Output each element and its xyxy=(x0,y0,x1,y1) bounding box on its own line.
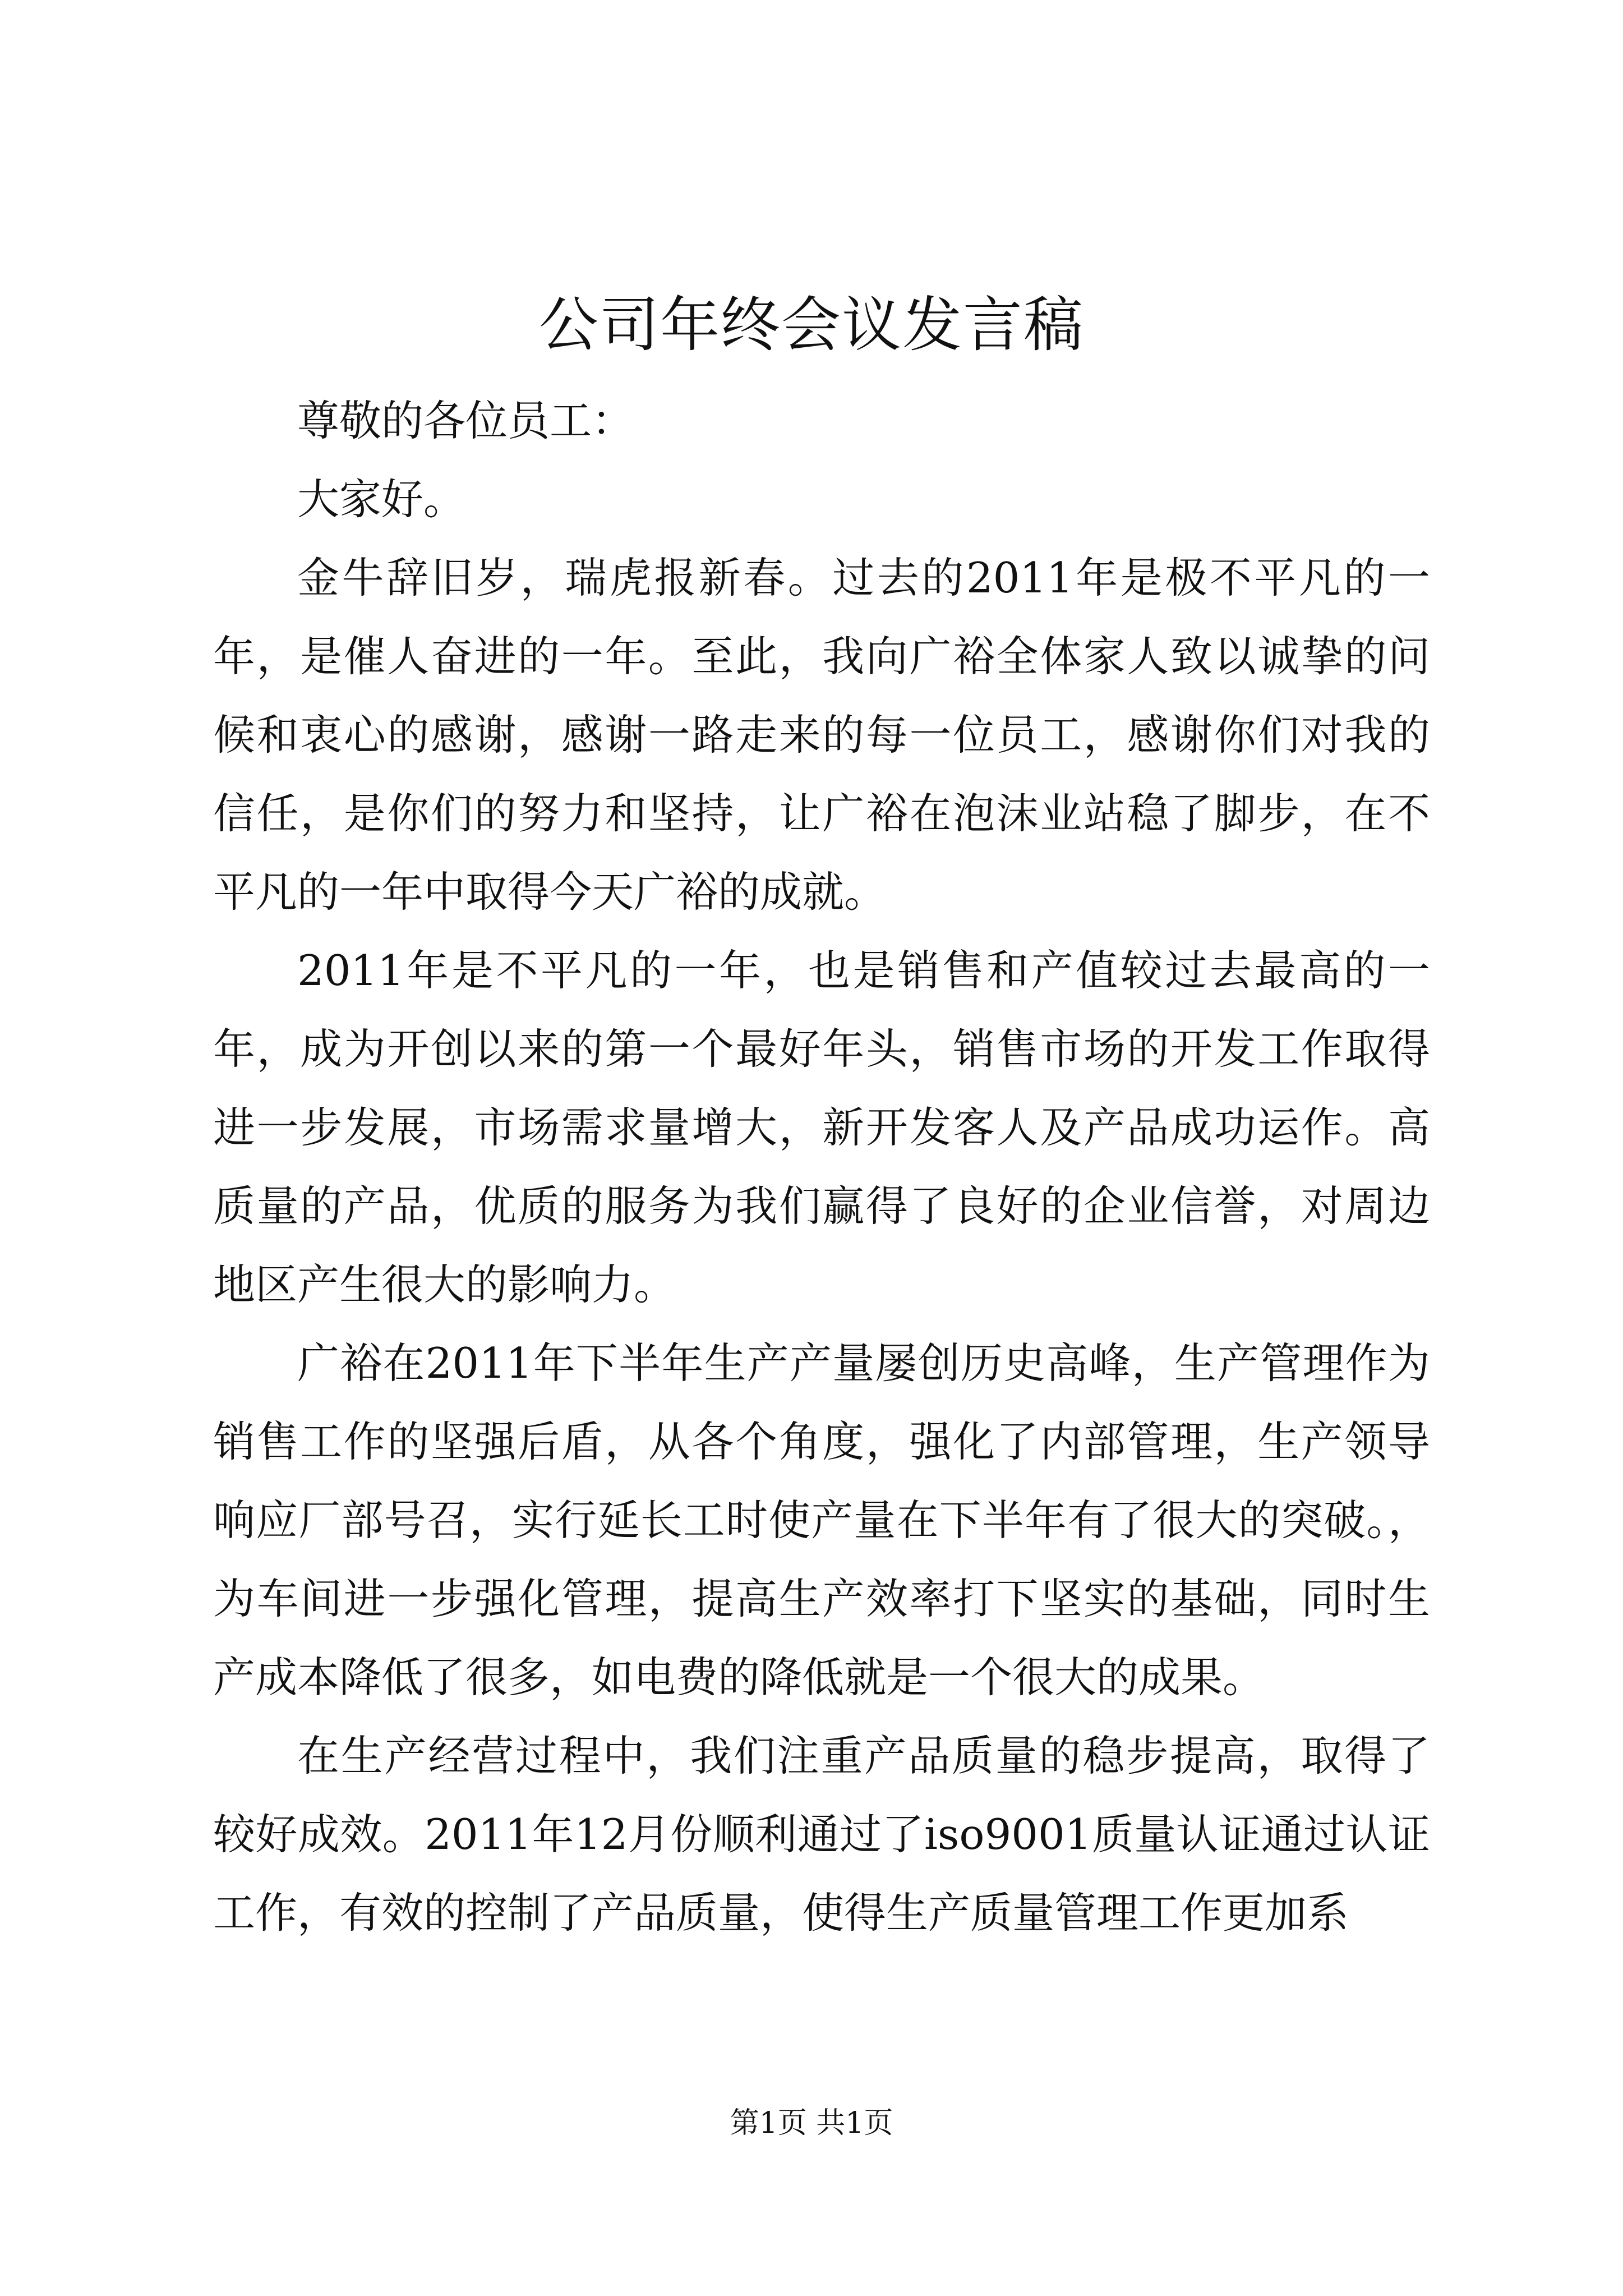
salutation-paragraph: 尊敬的各位员工： xyxy=(297,396,634,445)
body-paragraph: 广裕在2011年下半年生产产量屡创历史高峰，生产管理作为销售工作的坚强后盾，从各个角度，强化了内部管理，生产领导响应厂部号召，实行延长工时使产量在下半年有了很大的突破。，为车间进一步强化管理，提高生产效率打下坚实的基础，同时生产成本降低了很多，如电费的降低就是一个很大的成果。 xyxy=(213,1338,1430,1702)
document-body xyxy=(213,381,1430,1952)
body-paragraph: 在生产经营过程中，我们注重产品质量的稳步提高，取得了较好成效。2011年12月份顺利通过了iso9001质量认证通过认证工作，有效的控制了产品质量，使得生产质量管理工作更加系 xyxy=(213,1731,1430,1938)
document-title: 公司年终会议发言稿 xyxy=(539,291,1084,360)
page-footer: 第1页 共1页 xyxy=(730,2106,893,2140)
greeting-paragraph: 大家好。 xyxy=(297,475,466,524)
body-paragraph: 2011年是不平凡的一年，也是销售和产值较过去最高的一年，成为开创以来的第一个最好年头，销售市场的开发工作取得进一步发展，市场需求量增大，新开发客人及产品成功运作。高质量的产品，优质的服务为我们赢得了良好的企业信誉，对周边地区产生很大的影响力。 xyxy=(213,946,1430,1309)
body-paragraph: 金牛辞旧岁，瑞虎报新春。过去的2011年是极不平凡的一年，是催人奋进的一年。至此，我向广裕全体家人致以诚挚的问候和衷心的感谢，感谢一路走来的每一位员工，感谢你们对我的信任，是你们的努力和坚持，让广裕在泡沫业站稳了脚步，在不平凡的一年中取得今天广裕的成就。 xyxy=(213,553,1430,917)
